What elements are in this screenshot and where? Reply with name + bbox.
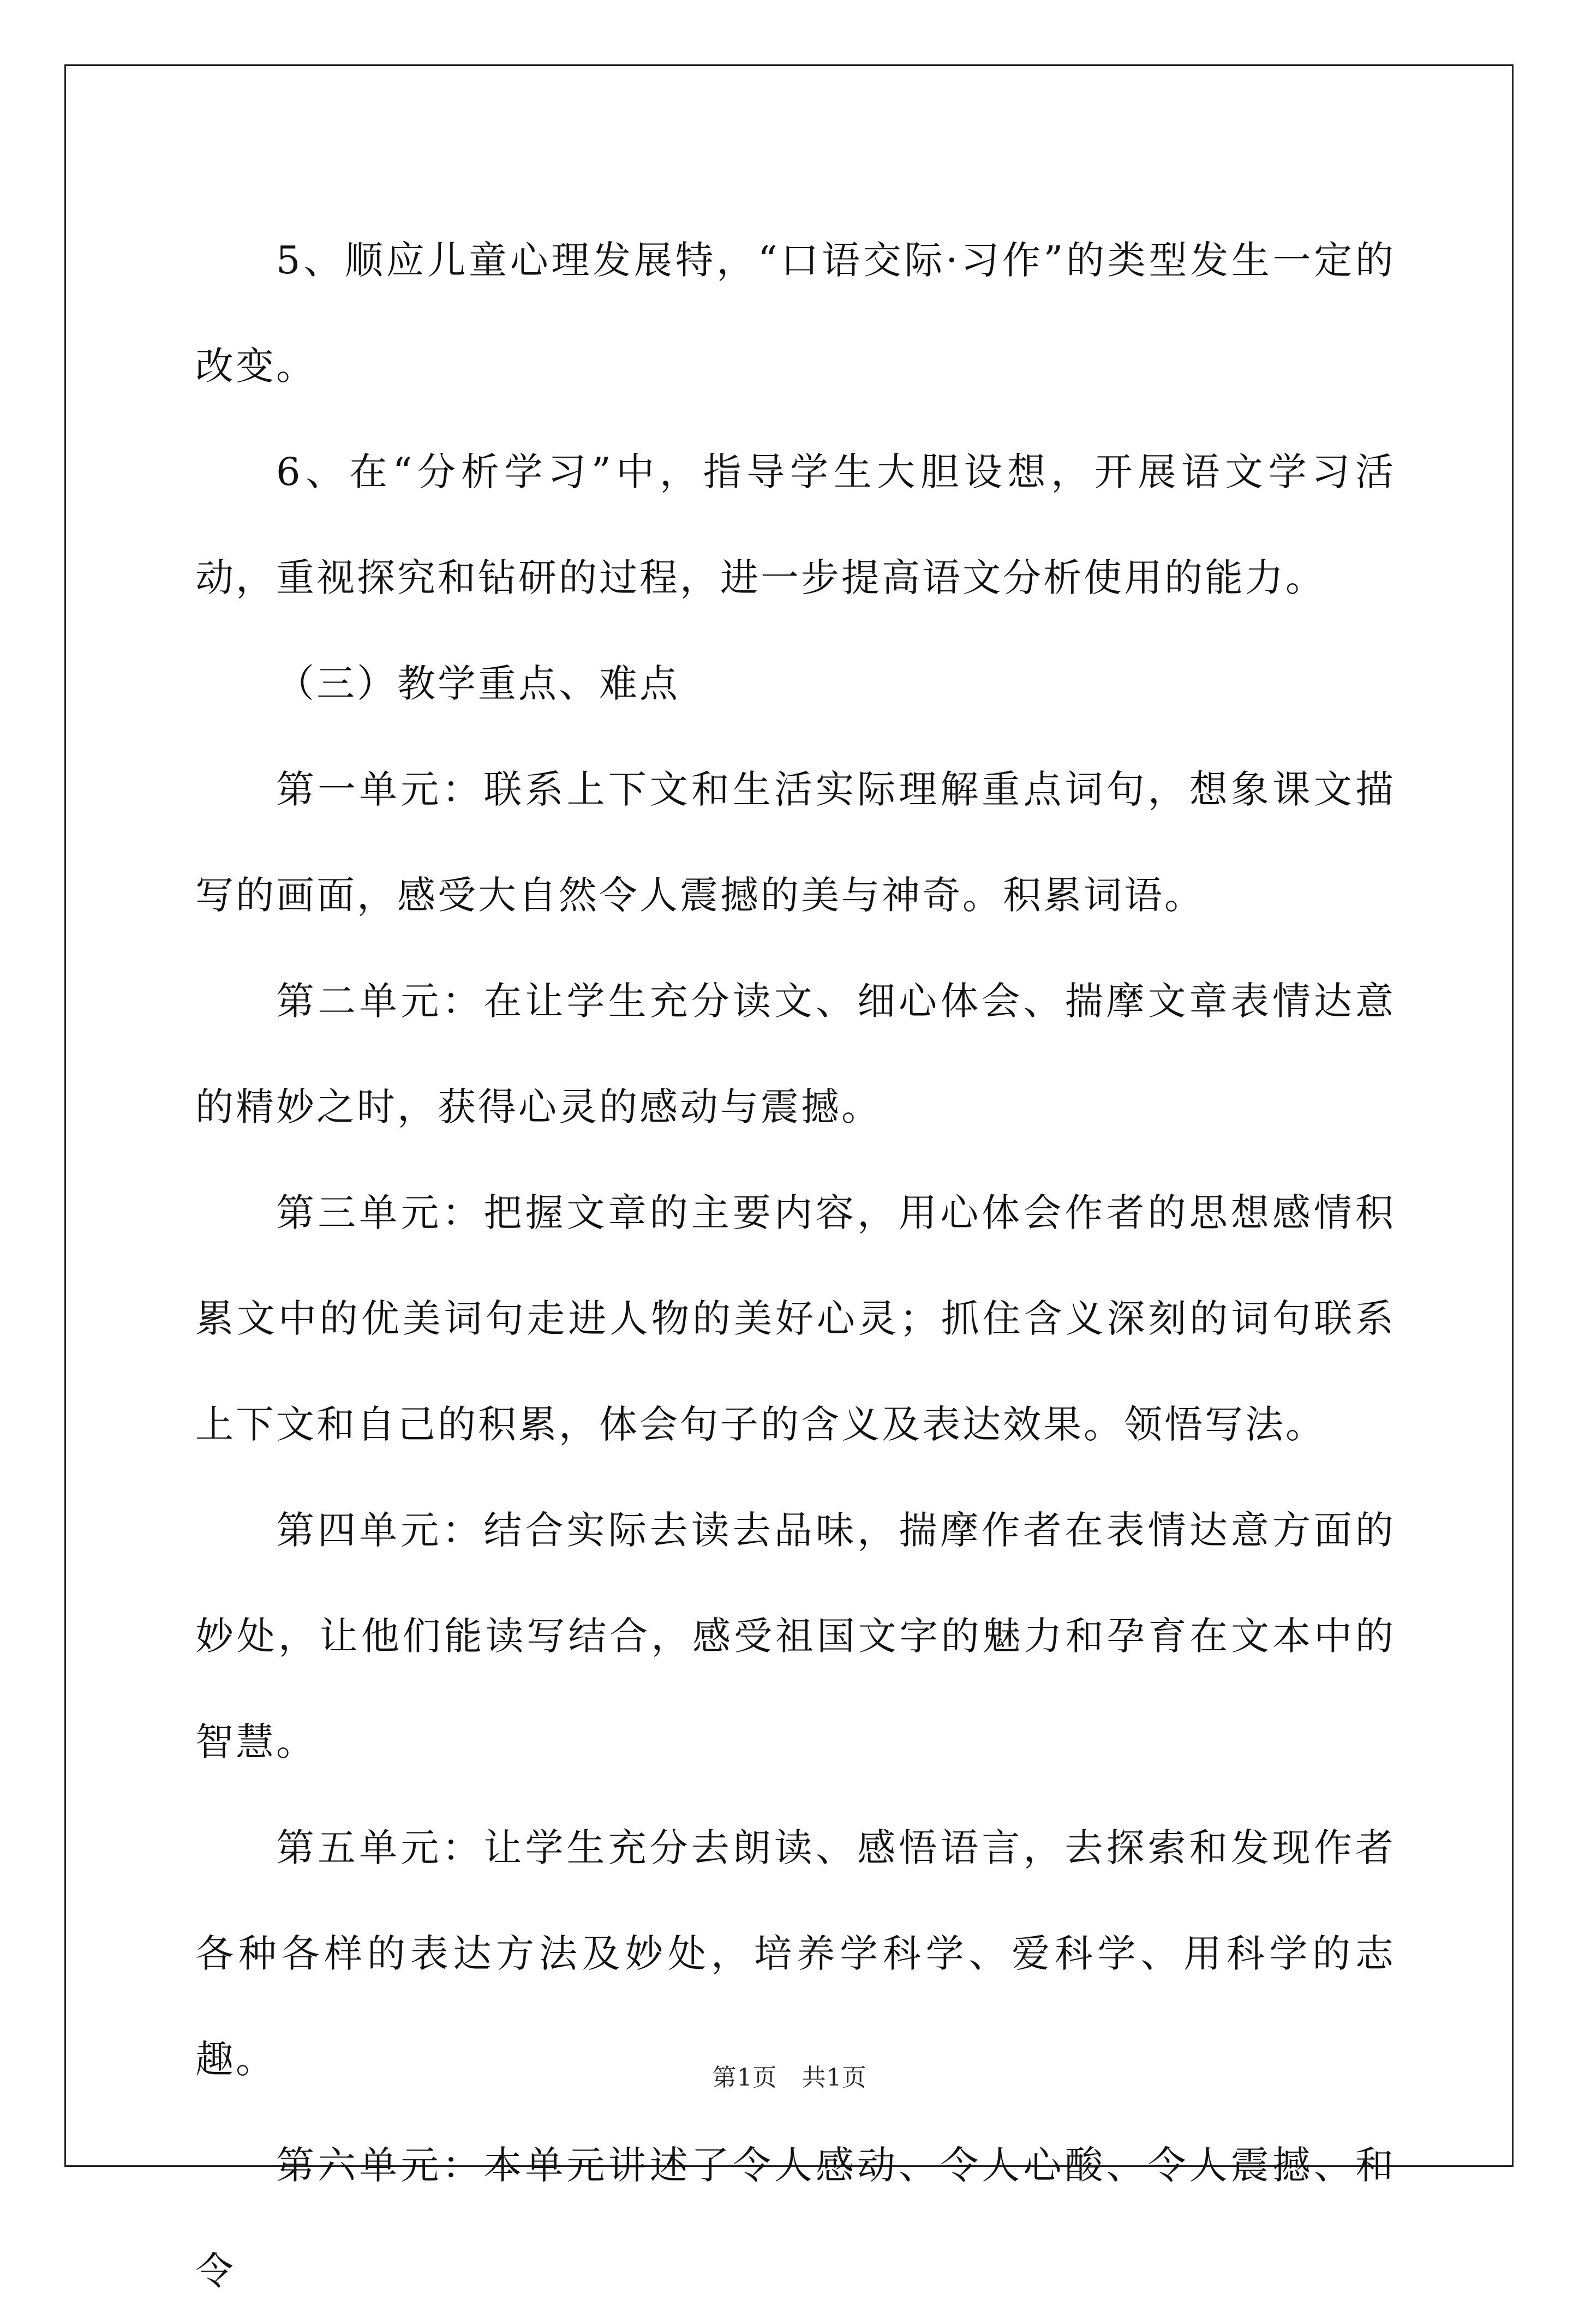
- paragraph-unit-6: 第六单元：本单元讲述了令人感动、令人心酸、令人震撼、和令: [195, 2143, 1396, 2293]
- document-body: [195, 207, 1396, 2324]
- paragraph-item-5: 5、顺应儿童心理发展特，“口语交际·习作”的类型发生一定的改变。: [195, 238, 1396, 388]
- paragraph-unit-5: 第五单元：让学生充分去朗读、感悟语言，去探索和发现作者各种各样的表达方法及妙处，培养学科学、爱科学、用科学的志趣。: [195, 1825, 1396, 2082]
- paragraph-unit-4: 第四单元：结合实际去读去品味，揣摩作者在表情达意方面的妙处，让他们能读写结合，感受祖国文字的魅力和孕育在文本中的智慧。: [195, 1508, 1396, 1764]
- page-footer: 第1页 共1页: [712, 2064, 867, 2092]
- paragraph-unit-3: 第三单元：把握文章的主要内容，用心体会作者的思想感情积累文中的优美词句走进人物的美好心灵；抓住含义深刻的词句联系上下文和自己的积累，体会句子的含义及表达效果。领悟写法。: [195, 1190, 1396, 1447]
- paragraph-unit-1: 第一单元：联系上下文和生活实际理解重点词句，想象课文描写的画面，感受大自然令人震撼的美与神奇。积累词语。: [195, 767, 1396, 918]
- paragraph-item-6: 6、在“分析学习”中，指导学生大胆设想，开展语文学习活动，重视探究和钻研的过程，进一步提高语文分析使用的能力。: [195, 450, 1396, 600]
- section-heading-teaching-focus: （三）教学重点、难点: [276, 661, 680, 706]
- paragraph-unit-2: 第二单元：在让学生充分读文、细心体会、揣摩文章表情达意的精妙之时，获得心灵的感动与震撼。: [195, 979, 1396, 1129]
